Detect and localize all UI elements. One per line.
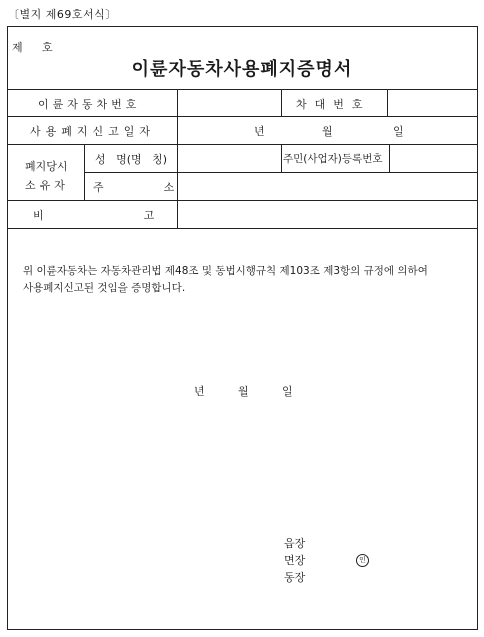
doc-number-prefix: 제 xyxy=(12,41,23,54)
date-day-label: 일 xyxy=(393,125,404,138)
table-rule xyxy=(84,172,478,173)
doc-number-suffix: 호 xyxy=(42,41,53,54)
issue-date-month: 월 xyxy=(238,385,249,398)
certification-text-line2: 사용폐지신고된 것임을 증명합니다. xyxy=(23,282,186,294)
table-rule xyxy=(7,89,478,90)
certification-text-line1: 위 이륜자동차는 자동차관리법 제48조 및 동법시행규칙 제103조 제3항의 규정에 의하여 xyxy=(23,265,428,277)
owner-group-label-line2: 소유자 xyxy=(25,179,69,192)
name-label-part: 칭) xyxy=(152,153,167,166)
address-label: 주소 xyxy=(93,181,235,194)
issue-date-day: 일 xyxy=(282,385,293,398)
signatory-myeon-jang: 면장 xyxy=(284,554,306,567)
seal-stamp-icon: 인 xyxy=(356,554,369,567)
owner-group-label-line1: 폐지당시 xyxy=(25,160,68,173)
table-rule xyxy=(7,144,478,145)
name-label-part: 명(명 xyxy=(116,153,142,166)
vehicle-number-label: 이륜자동차번호 xyxy=(38,98,141,111)
name-label xyxy=(95,151,167,167)
signatory-dong-jang: 동장 xyxy=(284,571,306,584)
document-title: 이륜자동차사용폐지증명서 xyxy=(131,59,353,80)
table-rule xyxy=(389,144,390,172)
date-month-label: 월 xyxy=(322,125,333,138)
registration-number-label: 주민(사업자)등록번호 xyxy=(283,153,383,165)
table-rule xyxy=(7,200,478,201)
remarks-label: 비고 xyxy=(33,209,255,222)
table-rule xyxy=(7,116,478,117)
table-rule xyxy=(7,228,478,229)
table-rule xyxy=(281,144,282,172)
chassis-number-label: 차대번호 xyxy=(296,98,371,111)
date-year-label: 년 xyxy=(254,125,265,138)
issue-date-year: 년 xyxy=(194,385,205,398)
abolition-date-label: 사용폐지신고일자 xyxy=(30,125,156,138)
seal-mark xyxy=(356,552,369,567)
signatory-eup-jang: 읍장 xyxy=(284,537,306,550)
table-rule xyxy=(84,144,85,200)
form-number-label: 〔별지 제69호서식〕 xyxy=(8,8,117,21)
name-label-part: 성 xyxy=(95,153,106,166)
table-rule xyxy=(387,89,388,117)
table-rule xyxy=(281,89,282,117)
